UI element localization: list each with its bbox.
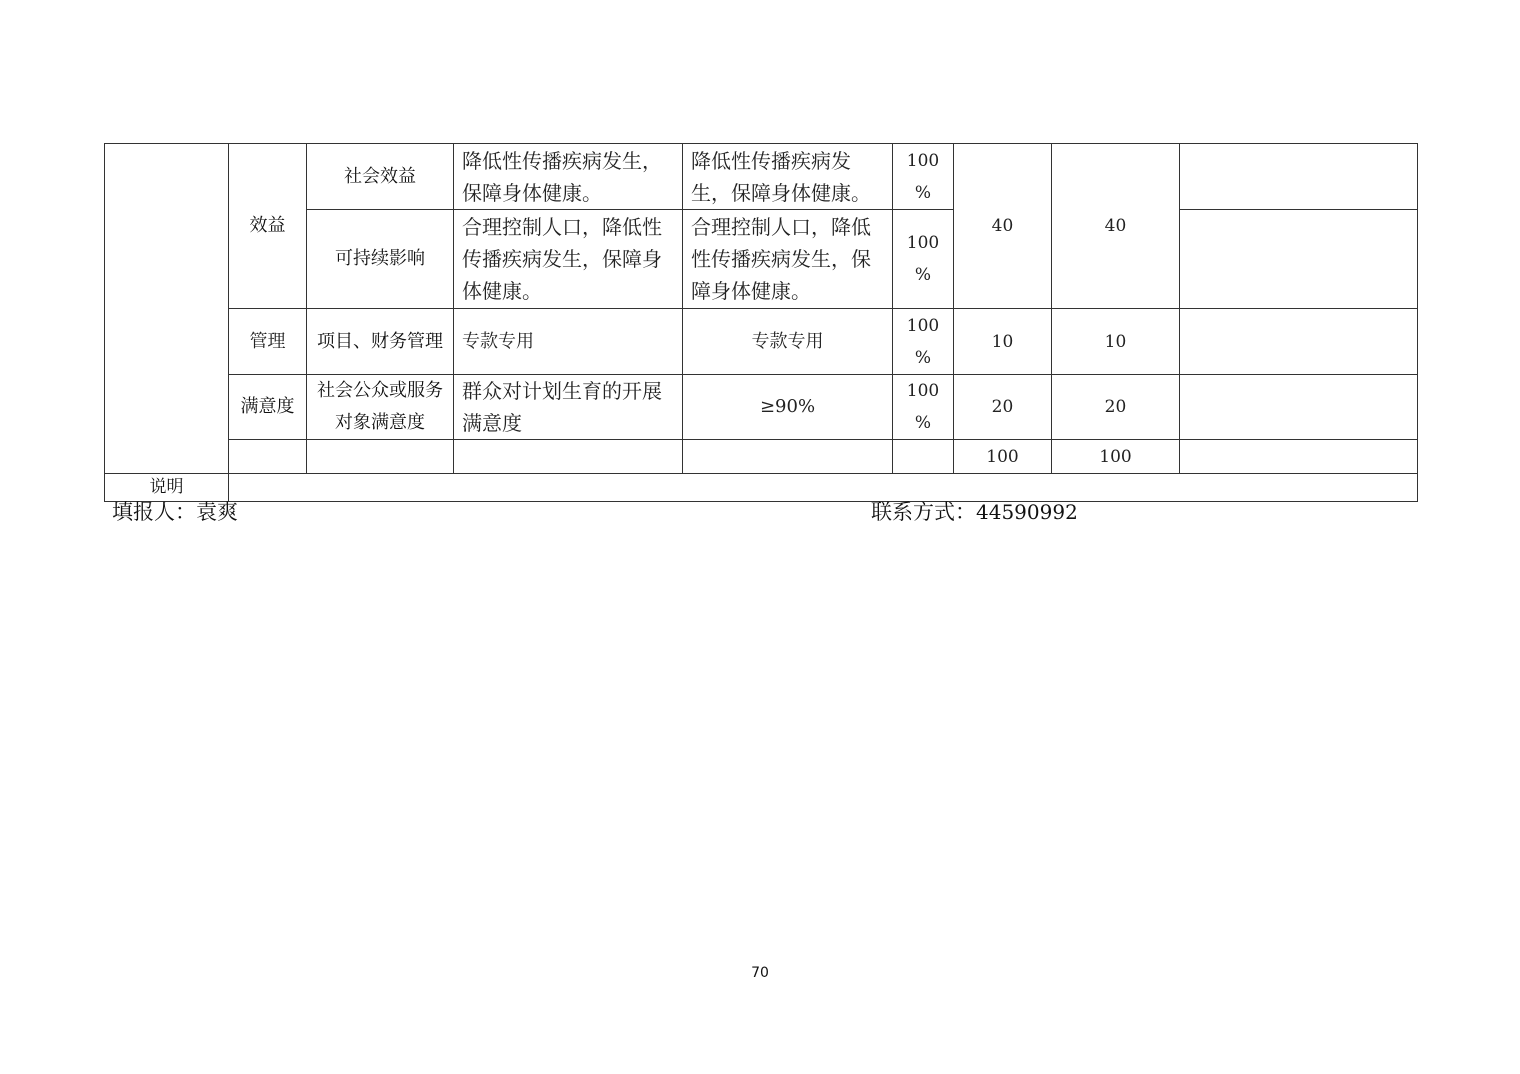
satisfaction-completion [893, 375, 954, 440]
satisfaction-actual: ≥90% [683, 375, 893, 440]
satisfaction-score: 20 [1052, 375, 1180, 440]
sustainability-actual: 合理控制人口，降低性传播疾病发生，保障身体健康。 [683, 210, 893, 309]
note-content [229, 474, 1418, 502]
filler-name: 袁爽 [196, 500, 238, 524]
satisfaction-category: 满意度 [229, 375, 307, 440]
benefit-category: 效益 [229, 144, 307, 309]
completion-percent-sign: % [914, 265, 932, 285]
total-empty-cell [683, 440, 893, 474]
completion-number: 100 [906, 381, 940, 401]
sustainability-completion [893, 210, 954, 309]
total-score: 100 [1052, 440, 1180, 474]
management-target: 专款专用 [454, 309, 683, 375]
completion-number: 100 [906, 315, 940, 336]
table-row [105, 309, 1418, 375]
total-empty-cell [229, 440, 307, 474]
completion-percent-sign: % [914, 182, 932, 203]
performance-table [104, 143, 1418, 502]
management-indicator: 项目、财务管理 [307, 309, 454, 375]
benefit-full-score: 40 [954, 144, 1052, 309]
management-category: 管理 [229, 309, 307, 375]
management-score: 10 [1052, 309, 1180, 375]
sustainability-target: 合理控制人口，降低性传播疾病发生，保障身体健康。 [454, 210, 683, 309]
sustainability-remark [1180, 210, 1418, 309]
satisfaction-remark [1180, 375, 1418, 440]
level1-empty-cell [105, 144, 229, 474]
social-benefit-actual: 降低性传播疾病发生，保障身体健康。 [683, 144, 893, 210]
total-empty-cell [454, 440, 683, 474]
management-actual: 专款专用 [683, 309, 893, 375]
management-remark [1180, 309, 1418, 375]
filler-info [112, 496, 238, 526]
management-completion [893, 309, 954, 375]
table-row [105, 474, 1418, 502]
benefit-score: 40 [1052, 144, 1180, 309]
social-benefit-remark [1180, 144, 1418, 210]
completion-number: 100 [906, 150, 940, 171]
contact-label: 联系方式： [871, 500, 976, 524]
satisfaction-full-score: 20 [954, 375, 1052, 440]
filler-label: 填报人： [112, 500, 196, 524]
contact-value: 44590992 [976, 500, 1078, 524]
table-row [105, 375, 1418, 440]
page-number: 70 [751, 965, 769, 981]
total-empty-cell [307, 440, 454, 474]
note-label: 说明 [105, 474, 229, 502]
total-remark [1180, 440, 1418, 474]
management-full-score: 10 [954, 309, 1052, 375]
contact-info [871, 496, 1078, 526]
sustainability-indicator: 可持续影响 [307, 210, 454, 309]
social-benefit-target: 降低性传播疾病发生，保障身体健康。 [454, 144, 683, 210]
satisfaction-target: 群众对计划生育的开展满意度 [454, 375, 683, 440]
completion-percent-sign: % [914, 347, 932, 368]
satisfaction-indicator: 社会公众或服务对象满意度 [307, 375, 454, 440]
social-benefit-indicator: 社会效益 [307, 144, 454, 210]
completion-number: 100 [906, 233, 940, 253]
total-full-score: 100 [954, 440, 1052, 474]
total-empty-cell [893, 440, 954, 474]
table-row [105, 440, 1418, 474]
table-row [105, 144, 1418, 210]
social-benefit-completion [893, 144, 954, 210]
completion-percent-sign: % [914, 413, 932, 433]
